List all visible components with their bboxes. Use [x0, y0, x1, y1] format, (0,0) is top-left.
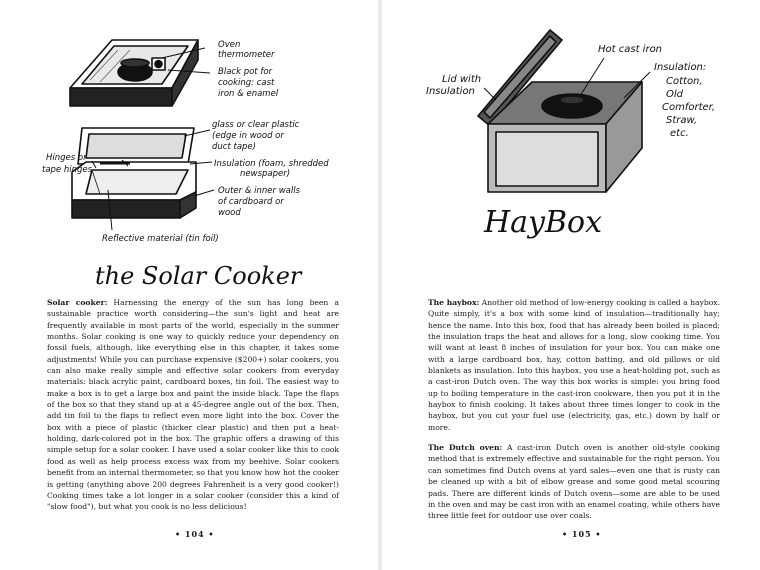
solar-cooker-title: the Solar Cooker	[95, 262, 302, 290]
label-glass-1: glass or clear plastic	[212, 120, 300, 130]
haybox-paragraph	[428, 297, 720, 433]
label-reflective: Reflective material (tin foil)	[102, 234, 219, 244]
haybox-text: Another old method of low-energy cooking is called a haybox. Quite simply, it's a box with some kind of insulation—traditionally hay; hence the name. Into this box, food that has already been boiled is placed; the insulation traps the heat and allows for a long, slow cooking time. You will want at least 8 inches of insulation for your box. You can make one with a large cardboard box, hay, cotton batting, and old pillows or old blankets as insulation. Into this haybox, you use a heat-holding pot, such as a cast-iron Dutch oven. The way this box works is simple: you bring food up to boiling temperature in the cast-iron cookware, then you put it in the haybox to finish cooking. It takes about three times longer to cook in the haybox, but you cut your fuel use (electricity, gas, etc.) down by half or more.	[428, 298, 720, 432]
solar-cooker-top-drawing	[70, 40, 210, 106]
right-page	[384, 0, 760, 570]
solar-cooker-text: Harnessing the energy of the sun has long been a sustainable practice worth considering—the sun's light and heat are frequently available in most parts of the world, especially in the summer months. Solar cooking is one way to quickly reduce your dependency on fossil fuels, although, like everything else in this chapter, it takes some adjustments! While you can purchase expensive ($200+) solar cookers, you can also make really simple and effective solar cookers from everyday materials: black acrylic paint, cardboard boxes, tin foil. The easiest way to make a box is to get a large box and paint the inside black. Tape the flaps of the box so that they stand up at a 45-degree angle out of the box. Then, add tin foil to the flaps to reflect even more light into the box. Cover the box with a piece of plastic (thicker clear plastic) and then put a heat-holding, dark-colored pot in the box. The graphic offers a drawing of this simple setup for a solar cooker. I have used a solar cooker like this to cook food as well as help process excess wax from my beehive. Solar cookers benefit from an internal thermometer, so that you know how hot the cooker is getting (anything above 200 degrees Fahrenheit is a very good cooker!) Cooking times take a lot longer in a solar cooker (consider this a kind of "slow food"), but what you cook is no less delicious!	[47, 298, 339, 512]
label-insulation-straw: Straw,	[666, 115, 698, 126]
solar-cooker-illustration	[0, 0, 376, 290]
label-insulation-title: Insulation:	[654, 62, 707, 73]
label-lid-1: Lid with	[442, 74, 482, 85]
solar-cooker-bottom-drawing	[72, 128, 214, 230]
label-insulation-old: Old	[666, 89, 683, 100]
right-body	[428, 297, 720, 531]
label-black-pot-2: cooking: cast	[218, 78, 275, 88]
label-hinges-1: Hinges or	[46, 153, 87, 163]
label-lid-2: Insulation	[426, 86, 475, 97]
label-insulation-comforter: Comforter,	[662, 102, 716, 113]
label-walls-2: of cardboard or	[218, 197, 284, 207]
label-insulation-1: Insulation (foam, shredded	[214, 159, 329, 169]
solar-cooker-heading: Solar cooker:	[47, 298, 108, 307]
dutch-oven-heading: The Dutch oven:	[428, 443, 503, 453]
haybox-title: HayBox	[484, 205, 603, 240]
book-gutter	[378, 0, 382, 570]
right-page-number: • 105 •	[562, 529, 602, 539]
label-insulation-2: newspaper)	[240, 169, 291, 179]
haybox-illustration	[384, 0, 760, 290]
label-walls-3: wood	[218, 208, 241, 218]
left-page	[0, 0, 376, 570]
left-body	[47, 297, 339, 522]
label-walls-1: Outer & inner walls	[218, 186, 301, 196]
label-black-pot-1: Black pot for	[218, 67, 273, 77]
page-number-105: 105	[571, 529, 592, 539]
label-oven-thermometer-1: Oven	[218, 40, 241, 50]
label-insulation-cotton: Cotton,	[666, 76, 703, 87]
label-glass-2: (edge in wood or	[212, 131, 284, 141]
left-page-number: • 104 •	[175, 529, 215, 539]
label-hinges-2: tape hinges	[42, 165, 93, 175]
label-glass-3: duct tape)	[212, 142, 256, 152]
label-pot: Hot cast iron	[598, 44, 663, 55]
solar-cooker-paragraph	[47, 297, 339, 513]
haybox-heading: The haybox:	[428, 298, 480, 307]
label-insulation-etc: etc.	[670, 128, 689, 139]
page-number-104: 104	[184, 529, 205, 539]
label-oven-thermometer-2: thermometer	[218, 50, 275, 60]
dutch-oven-text: A cast-iron Dutch oven is another old-style cooking method that is extremely effective and sustainable for the right person. You can sometimes find Dutch ovens at yard sales—even one that is rusty can be cleaned up with a bit of elbow grease and some good metal scouring pads. There are different kinds of Dutch ovens—some are able to be used in the oven and may be cast iron with an enamel coating, while others have three little feet for outdoor use over coals.	[428, 443, 720, 521]
dutch-oven-paragraph	[428, 442, 720, 521]
label-black-pot-3: iron & enamel	[218, 89, 279, 99]
